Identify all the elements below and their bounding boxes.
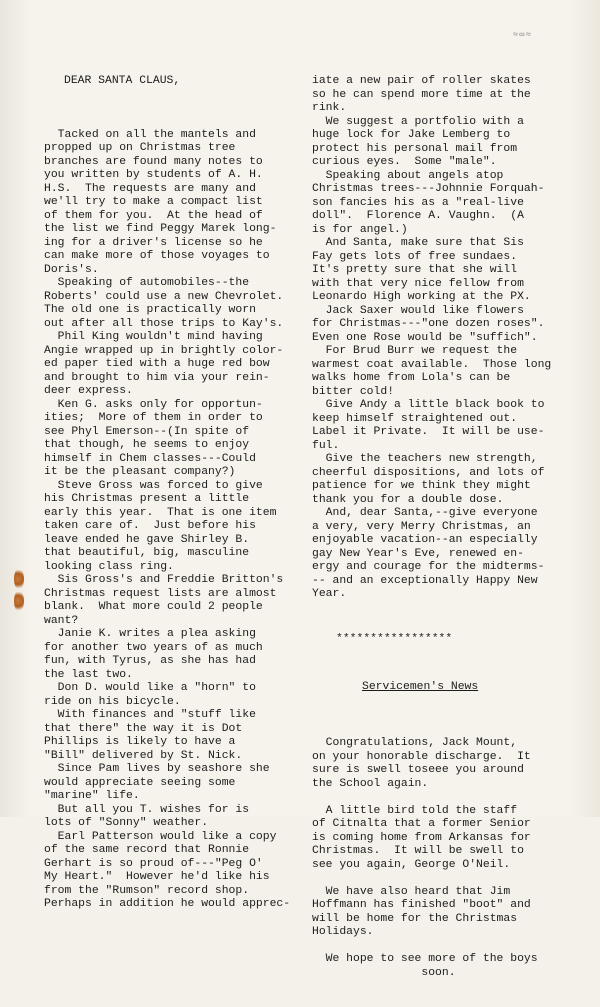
text-line: keep himself straightened out. — [312, 412, 518, 425]
text-line: thank you for a double dose. — [312, 493, 504, 506]
text-line: that though, he seems to enjoy — [44, 439, 250, 451]
text-line: iate a new pair of roller skates — [312, 75, 531, 87]
text-line: himself in Chem classes---Could — [44, 452, 256, 465]
text-line: Christmas. It will be swell to — [312, 845, 524, 857]
text-line: from the "Rumson" record shop. — [44, 884, 250, 897]
text-line: warmest coat available. Those long — [312, 358, 552, 371]
text-line: But all you T. wishes for is — [44, 803, 250, 816]
text-line: the last two. — [44, 668, 133, 681]
text-line: enjoyable vacation--an especially — [312, 534, 538, 546]
text-line: of the same record that Ronnie — [44, 844, 250, 856]
text-line: with that very nice fellow from — [312, 277, 524, 290]
text-line: H.S. The requests are many and — [44, 182, 256, 195]
text-line: For Brud Burr we request the — [312, 345, 518, 357]
text-line: that beautiful, big, masculine — [44, 547, 250, 559]
news-paragraph — [312, 737, 564, 791]
text-line: Congratulations, Jack Mount, — [312, 737, 518, 749]
text-line: we'll try to make a compact list — [44, 196, 263, 208]
text-line: We suggest a portfolio with a — [312, 115, 524, 128]
text-line: blank. What more could 2 people — [44, 601, 263, 613]
text-line: With finances and "stuff like — [44, 709, 256, 721]
text-line: Give the teachers new strength, — [312, 453, 538, 465]
text-line: Angie wrapped up in brightly color- — [44, 344, 284, 357]
text-line: will be home for the Christmas — [312, 912, 518, 925]
section-heading — [312, 681, 564, 696]
text-line: Hoffmann has finished "boot" and — [312, 899, 531, 911]
text-line: Earl Patterson would like a copy — [44, 830, 277, 843]
text-line: We hope to see more of the boys — [312, 953, 538, 965]
text-line: And Santa, make sure that Sis — [312, 237, 524, 249]
text-line: Leonardo High working at the PX. — [312, 291, 531, 303]
text-line: want? — [44, 614, 79, 627]
text-line: "marine" life. — [44, 790, 140, 802]
text-line: Ken G. asks only for opportun- — [44, 398, 263, 411]
section-divider: ***************** — [336, 632, 453, 645]
text-line: Speaking of automobiles--the — [44, 277, 250, 289]
text-line: rink. — [312, 102, 347, 114]
text-line: soon. — [312, 966, 456, 979]
text-line: The old one is practically worn — [44, 304, 256, 316]
text-line: curious eyes. Some "male". — [312, 156, 497, 168]
text-line: ride on his bicycle. — [44, 695, 181, 708]
text-line: branches are found many notes to — [44, 155, 263, 168]
text-line: Sis Gross's and Freddie Britton's — [44, 574, 284, 586]
text-line: Jack Saxer would like flowers — [312, 304, 524, 317]
text-line: It's pretty sure that she will — [312, 264, 518, 276]
article-title: DEAR SANTA CLAUS, — [64, 75, 181, 87]
text-line: A little bird told the staff — [312, 804, 518, 817]
text-line: of them for you. At the head of — [44, 209, 263, 222]
text-line: Janie K. writes a plea asking — [44, 628, 256, 640]
text-line: son fancies his as a "real-live — [312, 196, 524, 209]
right-column — [312, 48, 564, 1007]
text-line: doll". Florence A. Vaughn. (A — [312, 210, 524, 222]
section-heading-text: Servicemen's News — [362, 681, 479, 693]
text-line: bitter cold! — [312, 385, 395, 398]
right-column-text — [312, 75, 564, 602]
binder-hole-stain — [14, 590, 24, 612]
text-line: for another two years of as much — [44, 641, 263, 654]
text-line: the School again. — [312, 777, 429, 790]
news-paragraph — [312, 953, 564, 980]
text-line: Christmas request lists are almost — [44, 587, 277, 600]
text-line: Fay gets lots of free sundaes. — [312, 250, 518, 263]
text-line: ed paper tied with a huge red bow — [44, 358, 270, 370]
text-line: so he can spend more time at the — [312, 88, 531, 101]
text-line: Give Andy a little black book to — [312, 399, 545, 411]
text-line: We have also heard that Jim — [312, 885, 511, 898]
text-line: sure is swell toseee you around — [312, 764, 524, 776]
text-line: Doris's. — [44, 263, 99, 276]
text-line: see Phyl Emerson--(In spite of — [44, 425, 250, 438]
text-line: deer express. — [44, 385, 133, 397]
text-line: Holidays. — [312, 926, 374, 938]
text-line: Perhaps in addition he would apprec- — [44, 898, 291, 910]
text-line: out after all those trips to Kay's. — [44, 317, 284, 330]
text-line: Christmas trees---Johnnie Forquah- — [312, 183, 545, 195]
text-line: of Citnalta that a former Senior — [312, 818, 531, 830]
text-line: propped up on Christmas tree — [44, 142, 236, 154]
text-line: looking class ring. — [44, 560, 174, 573]
text-line: ing for a driver's license so he — [44, 236, 263, 249]
text-line: Phillips is likely to have a — [44, 736, 236, 748]
left-column — [44, 48, 309, 939]
text-line: fun, with Tyrus, as she has had — [44, 655, 256, 667]
text-line: "Bill" delivered by St. Nick. — [44, 749, 243, 762]
text-line: Label it Private. It will be use- — [312, 426, 545, 438]
left-column-text — [44, 129, 309, 912]
news-paragraph — [312, 805, 564, 873]
text-line: Phil King wouldn't mind having — [44, 331, 263, 343]
text-line: leave ended he gave Shirley B. — [44, 533, 250, 546]
text-line: walks home from Lola's can be — [312, 372, 511, 384]
text-line: that there" the way it is Dot — [44, 722, 243, 735]
news-paragraph — [312, 886, 564, 940]
text-line: gay New Year's Eve, renewed en- — [312, 547, 524, 560]
text-line: would appreciate seeing some — [44, 776, 236, 789]
servicemens-news — [312, 737, 564, 980]
text-line: his Christmas present a little — [44, 493, 250, 505]
text-line: Year. — [312, 588, 347, 600]
text-line: Don D. would like a "horn" to — [44, 682, 256, 694]
text-line: and brought to him via your rein- — [44, 371, 270, 384]
text-line: huge lock for Jake Lemberg to — [312, 129, 511, 141]
page-corner-mark: ≈∞≈ — [512, 30, 532, 40]
text-line: it be the pleasant company?) — [44, 466, 236, 478]
text-line: ful. — [312, 439, 340, 452]
text-line: the list we find Peggy Marek long- — [44, 223, 277, 235]
text-line: cheerful dispositions, and lots of — [312, 466, 545, 479]
text-line: see you again, George O'Neil. — [312, 858, 511, 871]
text-line: patience for we think they might — [312, 480, 531, 492]
text-line: Even one Rose would be "suffich". — [312, 331, 538, 344]
text-line: for Christmas---"one dozen roses". — [312, 318, 545, 330]
text-line: ities; More of them in order to — [44, 412, 263, 424]
text-line: Speaking about angels atop — [312, 169, 504, 182]
text-line: is for angel.) — [312, 223, 408, 236]
text-line: ergy and courage for the midterms- — [312, 561, 545, 573]
binder-hole-stain — [14, 568, 24, 590]
text-line: early this year. That is one item — [44, 506, 277, 519]
text-line: And, dear Santa,--give everyone — [312, 507, 538, 519]
text-line: lots of "Sonny" weather. — [44, 817, 209, 829]
text-line: Since Pam lives by seashore she — [44, 763, 270, 775]
text-line: Steve Gross was forced to give — [44, 479, 263, 492]
text-line: protect his personal mail from — [312, 142, 518, 155]
text-line: can make more of those voyages to — [44, 250, 270, 262]
text-line: -- and an exceptionally Happy New — [312, 574, 538, 587]
text-line: on your honorable discharge. It — [312, 750, 531, 763]
text-line: Gerhart is so proud of---"Peg O' — [44, 857, 263, 870]
text-line: taken care of. Just before his — [44, 520, 256, 532]
text-line: is coming home from Arkansas for — [312, 831, 531, 844]
text-line: Tacked on all the mantels and — [44, 128, 256, 141]
text-line: you written by students of A. H. — [44, 169, 263, 181]
text-line: a very, very Merry Christmas, an — [312, 520, 531, 533]
text-line: Roberts' could use a new Chevrolet. — [44, 290, 284, 303]
text-line: My Heart." However he'd like his — [44, 871, 270, 883]
